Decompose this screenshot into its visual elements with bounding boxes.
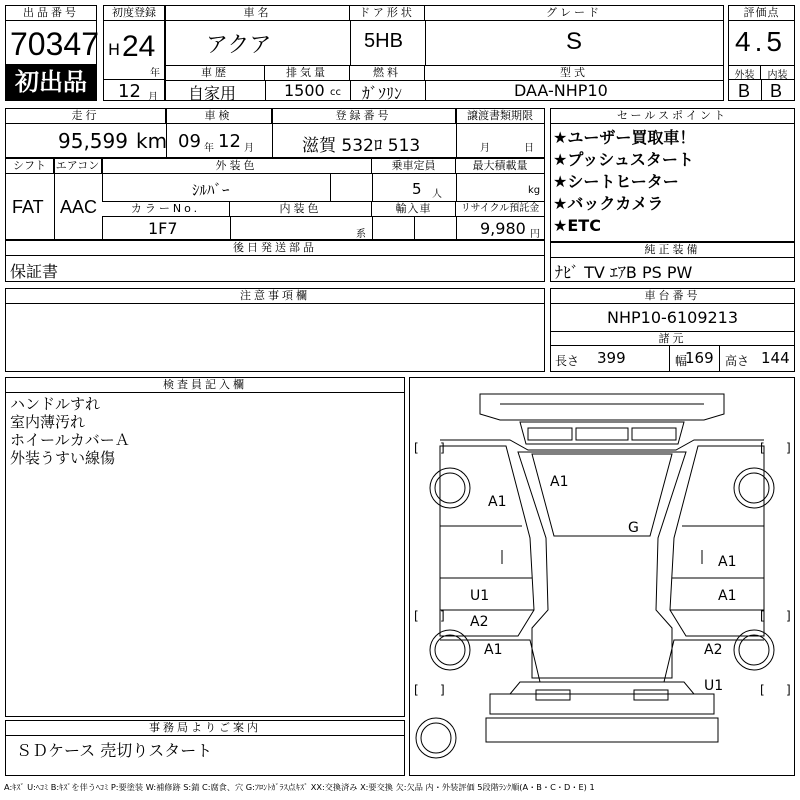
score-box bbox=[728, 5, 795, 101]
history-label: 車歴 bbox=[166, 66, 265, 81]
car-name-label: 車名 bbox=[166, 6, 350, 21]
load-unit: kg bbox=[528, 185, 541, 196]
width-label: 幅 bbox=[675, 354, 688, 368]
length-label: 長さ bbox=[555, 354, 580, 368]
damage-mark-center: G bbox=[628, 520, 639, 536]
chassis-box bbox=[550, 288, 795, 372]
equipment-box bbox=[550, 242, 795, 282]
transfer-day-unit: 日 bbox=[524, 143, 534, 154]
svg-text:[: [ bbox=[414, 441, 419, 455]
equipment-value: ﾅﾋﾞ TV ｴｱB PS PW bbox=[555, 263, 693, 282]
exterior-grade: B bbox=[738, 81, 751, 101]
damage-mark-left-rear-door: A2 bbox=[470, 614, 489, 630]
height: 144 bbox=[761, 349, 790, 367]
selling-point-item: ★シートヒーター bbox=[553, 172, 679, 191]
width: 169 bbox=[685, 349, 714, 367]
capacity-label: 乗車定員 bbox=[372, 159, 456, 174]
vehicle-info-box bbox=[165, 5, 724, 101]
mileage-unit: km bbox=[136, 129, 168, 153]
svg-text:]: ] bbox=[440, 609, 445, 623]
mileage-label: 走行 bbox=[6, 109, 166, 124]
later-parts-value: 保証書 bbox=[10, 262, 59, 281]
inspection-year: 09 bbox=[178, 131, 201, 152]
first-registration-year: 24 bbox=[122, 30, 156, 63]
damage-mark-right-rear-fender: A2 bbox=[704, 642, 723, 658]
grade-label: グレード bbox=[425, 6, 723, 21]
shift: FAT bbox=[12, 197, 44, 217]
color-number: 1F7 bbox=[148, 219, 178, 238]
registration-label: 登録番号 bbox=[272, 109, 456, 124]
selling-point-item: ★ユーザー買取車！ bbox=[553, 128, 696, 147]
later-parts-label: 後日発送部品 bbox=[6, 241, 544, 256]
shift-label: シフト bbox=[6, 159, 54, 174]
import-label: 輸入車 bbox=[372, 202, 456, 217]
exterior-grade-label: 外装 bbox=[729, 66, 761, 80]
door-type: 5HB bbox=[364, 30, 403, 52]
interior-grade: B bbox=[770, 81, 783, 101]
chassis-number: NHP10-6109213 bbox=[607, 308, 739, 327]
selling-points-box bbox=[550, 108, 795, 242]
car-name: アクア bbox=[206, 33, 272, 58]
svg-text:[: [ bbox=[414, 609, 419, 623]
ac-label: エアコン bbox=[54, 159, 102, 174]
interior-color-unit: 系 bbox=[356, 229, 366, 240]
year-unit: 年 bbox=[150, 68, 160, 79]
lot-number: 70347 bbox=[10, 26, 99, 62]
first-listing-badge: 初出品 bbox=[6, 64, 96, 100]
inspector-notes-label: 検査員記入欄 bbox=[6, 378, 404, 393]
first-registration-box bbox=[103, 5, 165, 101]
length: 399 bbox=[597, 349, 626, 367]
svg-text:]: ] bbox=[786, 609, 791, 623]
grade: S bbox=[566, 28, 583, 55]
damage-mark-roof: A1 bbox=[550, 474, 569, 490]
spec-row bbox=[5, 158, 545, 240]
selling-point-item: ★プッシュスタート bbox=[553, 150, 694, 169]
inspector-notes-box bbox=[5, 377, 405, 717]
svg-text:[: [ bbox=[760, 683, 765, 697]
transfer-docs-label: 譲渡書類期限 bbox=[456, 109, 544, 124]
damage-diagram-box bbox=[409, 377, 795, 776]
inspection-month: 12 bbox=[218, 131, 241, 152]
notes-label: 注意事項欄 bbox=[6, 289, 544, 304]
recycle-fee: 9,980 bbox=[480, 219, 526, 238]
inspector-note-line: ホイールカバーＡ bbox=[10, 431, 130, 449]
office-notice-box bbox=[5, 720, 405, 776]
chassis-label: 車台番号 bbox=[551, 289, 794, 304]
recycle-unit: 円 bbox=[530, 229, 540, 240]
car-damage-diagram bbox=[410, 378, 794, 775]
color-number-label: カラーNo. bbox=[102, 202, 230, 217]
interior-grade-label: 内装 bbox=[761, 66, 794, 80]
svg-text:]: ] bbox=[786, 683, 791, 697]
svg-text:]: ] bbox=[786, 441, 791, 455]
damage-mark-right-rear: U1 bbox=[704, 678, 724, 694]
inspection-year-unit: 年 bbox=[204, 143, 214, 154]
later-parts-box bbox=[5, 240, 545, 282]
displacement: 1500 bbox=[284, 81, 325, 100]
dimensions-label: 諸元 bbox=[551, 331, 794, 346]
svg-text:]: ] bbox=[440, 683, 445, 697]
lot-number-box bbox=[5, 5, 97, 101]
height-label: 高さ bbox=[725, 354, 750, 368]
legend: A:ｷｽﾞ U:ﾍｺﾐ B:ｷｽﾞを伴うﾍｺﾐ P:要塗装 W:補修跡 S:錆 C:腐食、穴 G:ﾌﾛﾝﾄｶﾞﾗｽ点ｷｽﾞ XX:交換済み X:要交換 欠:欠品 内・外装評価 5段階ﾗﾝｸ順(A・B・C・D・E) 1 bbox=[4, 782, 595, 792]
svg-text:[: [ bbox=[414, 683, 419, 697]
exterior-color: ｼﾙﾊﾞｰ bbox=[192, 181, 230, 199]
mileage-row bbox=[5, 108, 545, 158]
first-registration-label: 初度登録 bbox=[104, 6, 164, 21]
registration-number: 滋賀 532ﾛ 513 bbox=[302, 136, 421, 156]
lot-number-label: 出品番号 bbox=[6, 6, 96, 21]
door-label: ドア形状 bbox=[350, 6, 425, 21]
month-unit: 月 bbox=[148, 92, 158, 103]
selling-point-item: ★ETC bbox=[553, 216, 601, 235]
damage-mark-left-lower: U1 bbox=[470, 588, 490, 604]
svg-text:]: ] bbox=[440, 441, 445, 455]
inspection-label: 車検 bbox=[166, 109, 272, 124]
model: DAA-NHP10 bbox=[514, 81, 608, 100]
air-conditioner: AAC bbox=[60, 197, 98, 217]
score: 4.5 bbox=[735, 26, 786, 57]
history: 自家用 bbox=[188, 84, 237, 103]
equipment-label: 純正装備 bbox=[551, 243, 794, 258]
inspector-note-line: ハンドルすれ bbox=[10, 395, 101, 413]
selling-points-label: セールスポイント bbox=[551, 109, 794, 124]
exterior-color-label: 外装色 bbox=[102, 159, 372, 174]
displacement-label: 排気量 bbox=[265, 66, 350, 81]
load-label: 最大積載量 bbox=[456, 159, 544, 174]
era: H bbox=[108, 40, 121, 59]
damage-mark-left-front-door: A1 bbox=[488, 494, 507, 510]
first-registration-month: 12 bbox=[118, 81, 141, 102]
notes-box bbox=[5, 288, 545, 372]
inspector-note-line: 室内薄汚れ bbox=[10, 413, 86, 431]
recycle-label: リサイクル預託金 bbox=[456, 202, 544, 217]
svg-text:[: [ bbox=[760, 441, 765, 455]
damage-mark-right-front-door: A1 bbox=[718, 554, 737, 570]
capacity: 5 bbox=[412, 180, 422, 198]
displacement-unit: cc bbox=[330, 87, 341, 98]
office-notice-label: 事務局よりご案内 bbox=[6, 721, 404, 736]
interior-color-label: 内装色 bbox=[230, 202, 372, 217]
model-label: 型式 bbox=[425, 66, 723, 81]
inspector-note-line: 外装うすい線傷 bbox=[10, 449, 116, 467]
office-notice-value: ＳＤケース 売切りスタート bbox=[16, 741, 213, 760]
damage-mark-left-rear-fender: A1 bbox=[484, 642, 503, 658]
fuel: ｶﾞｿﾘﾝ bbox=[362, 84, 403, 103]
score-label: 評価点 bbox=[729, 6, 794, 21]
fuel-label: 燃料 bbox=[350, 66, 425, 81]
mileage: 95,599 bbox=[58, 129, 128, 153]
inspection-month-unit: 月 bbox=[244, 143, 254, 154]
svg-text:[: [ bbox=[760, 609, 765, 623]
damage-mark-right-rear-door: A1 bbox=[718, 588, 737, 604]
selling-point-item: ★バックカメラ bbox=[553, 194, 664, 213]
transfer-month-unit: 月 bbox=[480, 143, 490, 154]
capacity-unit: 人 bbox=[432, 189, 442, 200]
